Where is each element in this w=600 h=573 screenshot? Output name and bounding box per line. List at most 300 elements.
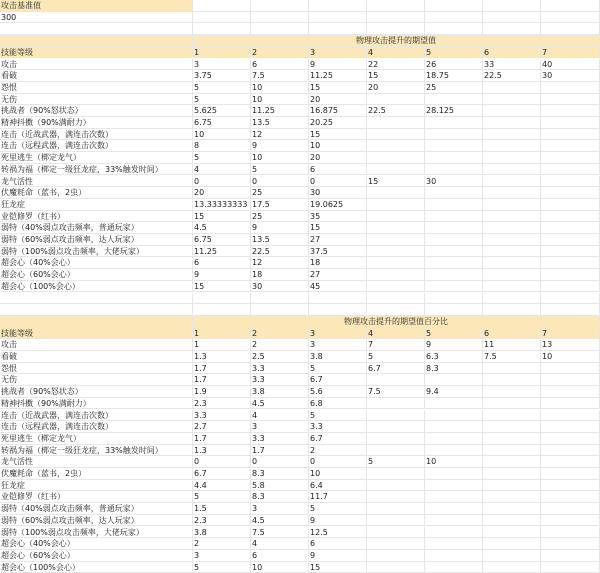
value-cell[interactable]: 11	[483, 339, 541, 350]
value-cell[interactable]	[541, 211, 600, 222]
header-level-7[interactable]: 7	[541, 328, 600, 339]
skill-name-cell[interactable]: 弱特（60%弱点攻击频率，达人玩家）	[0, 515, 193, 526]
value-cell[interactable]: 11.25	[193, 246, 251, 257]
value-cell[interactable]: 33	[483, 59, 541, 70]
skill-name-cell[interactable]: 无伤	[0, 94, 193, 105]
empty-cell[interactable]	[193, 0, 251, 11]
empty-cell[interactable]	[483, 293, 541, 304]
value-cell[interactable]: 5.625	[193, 105, 251, 116]
value-cell[interactable]	[541, 433, 600, 444]
value-cell[interactable]	[367, 199, 425, 210]
value-cell[interactable]: 45	[309, 281, 367, 292]
skill-name-cell[interactable]: 业铠修罗（红书）	[0, 491, 193, 502]
value-cell[interactable]	[367, 187, 425, 198]
value-cell[interactable]: 13	[541, 339, 600, 350]
value-cell[interactable]: 10	[425, 456, 483, 467]
value-cell[interactable]: 5	[367, 456, 425, 467]
value-cell[interactable]: 26	[425, 59, 483, 70]
value-cell[interactable]: 18.75	[425, 70, 483, 81]
value-cell[interactable]: 5	[193, 491, 251, 502]
empty-cell[interactable]	[193, 293, 251, 304]
skill-name-cell[interactable]: 看破	[0, 351, 193, 362]
value-cell[interactable]	[367, 398, 425, 409]
header-skill-level[interactable]: 技能等级	[0, 47, 193, 58]
value-cell[interactable]	[367, 94, 425, 105]
skill-name-cell[interactable]: 精神抖擞（90%满耐力）	[0, 398, 193, 409]
value-cell[interactable]: 13.5	[251, 234, 309, 245]
value-cell[interactable]: 6	[193, 257, 251, 268]
value-cell[interactable]: 5.6	[309, 386, 367, 397]
value-cell[interactable]	[483, 105, 541, 116]
header-level-7[interactable]: 7	[541, 47, 600, 58]
value-cell[interactable]	[483, 199, 541, 210]
value-cell[interactable]: 4.5	[251, 515, 309, 526]
value-cell[interactable]: 15	[309, 222, 367, 233]
empty-cell[interactable]	[0, 304, 193, 315]
value-cell[interactable]	[483, 515, 541, 526]
empty-cell[interactable]	[483, 0, 541, 11]
value-cell[interactable]	[367, 562, 425, 573]
empty-cell[interactable]	[0, 35, 193, 46]
value-cell[interactable]: 7.5	[367, 386, 425, 397]
value-cell[interactable]	[541, 421, 600, 432]
value-cell[interactable]: 13.33333333	[193, 199, 251, 210]
value-cell[interactable]	[367, 140, 425, 151]
empty-cell[interactable]	[483, 23, 541, 34]
value-cell[interactable]: 3	[251, 421, 309, 432]
value-cell[interactable]	[367, 222, 425, 233]
value-cell[interactable]: 3.8	[309, 351, 367, 362]
value-cell[interactable]	[367, 468, 425, 479]
value-cell[interactable]: 28.125	[425, 105, 483, 116]
value-cell[interactable]: 6.4	[309, 480, 367, 491]
value-cell[interactable]: 9.4	[425, 386, 483, 397]
value-cell[interactable]: 8.3	[425, 363, 483, 374]
value-cell[interactable]: 3.3	[193, 410, 251, 421]
value-cell[interactable]	[541, 527, 600, 538]
value-cell[interactable]: 15	[193, 281, 251, 292]
value-cell[interactable]: 12	[251, 257, 309, 268]
value-cell[interactable]: 5	[309, 410, 367, 421]
value-cell[interactable]: 5	[251, 164, 309, 175]
value-cell[interactable]: 11.25	[251, 105, 309, 116]
value-cell[interactable]	[541, 269, 600, 280]
empty-cell[interactable]	[367, 0, 425, 11]
skill-name-cell[interactable]: 连击（近战武器，满连击次数）	[0, 410, 193, 421]
skill-name-cell[interactable]: 连击（远程武器，满连击次数）	[0, 421, 193, 432]
value-cell[interactable]	[483, 140, 541, 151]
value-cell[interactable]	[483, 211, 541, 222]
value-cell[interactable]: 6	[309, 164, 367, 175]
value-cell[interactable]: 19.0625	[309, 199, 367, 210]
header-skill-level[interactable]: 技能等级	[0, 328, 193, 339]
value-cell[interactable]	[483, 281, 541, 292]
value-cell[interactable]: 5.8	[251, 480, 309, 491]
value-cell[interactable]	[541, 480, 600, 491]
value-cell[interactable]: 9	[425, 339, 483, 350]
value-cell[interactable]: 4	[251, 538, 309, 549]
value-cell[interactable]: 6.75	[193, 117, 251, 128]
value-cell[interactable]: 10	[309, 140, 367, 151]
skill-name-cell[interactable]: 超会心（100%会心）	[0, 281, 193, 292]
skill-name-cell[interactable]: 死里逃生（梆定龙气）	[0, 152, 193, 163]
empty-cell[interactable]	[541, 0, 600, 11]
value-cell[interactable]	[367, 257, 425, 268]
value-cell[interactable]	[483, 503, 541, 514]
value-cell[interactable]: 7	[367, 339, 425, 350]
value-cell[interactable]: 3	[193, 59, 251, 70]
value-cell[interactable]	[541, 386, 600, 397]
empty-cell[interactable]	[309, 293, 367, 304]
empty-cell[interactable]	[193, 304, 251, 315]
value-cell[interactable]: 3	[193, 550, 251, 561]
header-level-6[interactable]: 6	[483, 47, 541, 58]
value-cell[interactable]	[425, 491, 483, 502]
section2-title[interactable]: 物理攻击提升的期望值百分比	[193, 316, 600, 327]
value-cell[interactable]: 12	[251, 129, 309, 140]
value-cell[interactable]: 2	[251, 339, 309, 350]
value-cell[interactable]: 0	[309, 176, 367, 187]
header-level-5[interactable]: 5	[425, 47, 483, 58]
value-cell[interactable]	[425, 211, 483, 222]
empty-cell[interactable]	[309, 12, 367, 23]
skill-name-cell[interactable]: 精神抖擞（90%满耐力）	[0, 117, 193, 128]
value-cell[interactable]	[541, 281, 600, 292]
value-cell[interactable]: 5	[309, 363, 367, 374]
value-cell[interactable]	[483, 176, 541, 187]
skill-name-cell[interactable]: 攻击	[0, 59, 193, 70]
value-cell[interactable]	[541, 468, 600, 479]
empty-cell[interactable]	[193, 12, 251, 23]
skill-name-cell[interactable]: 无伤	[0, 374, 193, 385]
skill-name-cell[interactable]: 怨恨	[0, 363, 193, 374]
empty-cell[interactable]	[541, 23, 600, 34]
value-cell[interactable]: 3.3	[251, 433, 309, 444]
skill-name-cell[interactable]: 死里逃生（梆定龙气）	[0, 433, 193, 444]
value-cell[interactable]: 40	[541, 59, 600, 70]
value-cell[interactable]	[483, 398, 541, 409]
value-cell[interactable]: 0	[193, 456, 251, 467]
empty-cell[interactable]	[425, 0, 483, 11]
value-cell[interactable]	[483, 187, 541, 198]
value-cell[interactable]	[367, 211, 425, 222]
value-cell[interactable]	[367, 421, 425, 432]
value-cell[interactable]: 20.25	[309, 117, 367, 128]
value-cell[interactable]	[367, 480, 425, 491]
header-level-1[interactable]: 1	[193, 328, 251, 339]
value-cell[interactable]	[483, 246, 541, 257]
skill-name-cell[interactable]: 攻击	[0, 339, 193, 350]
value-cell[interactable]	[541, 445, 600, 456]
empty-cell[interactable]	[0, 316, 193, 327]
value-cell[interactable]: 1.9	[193, 386, 251, 397]
value-cell[interactable]	[367, 129, 425, 140]
value-cell[interactable]	[367, 410, 425, 421]
value-cell[interactable]: 10	[309, 468, 367, 479]
value-cell[interactable]: 22.5	[483, 70, 541, 81]
value-cell[interactable]: 1	[193, 339, 251, 350]
value-cell[interactable]	[541, 491, 600, 502]
empty-cell[interactable]	[541, 12, 600, 23]
value-cell[interactable]	[483, 456, 541, 467]
value-cell[interactable]	[367, 234, 425, 245]
value-cell[interactable]	[483, 550, 541, 561]
empty-cell[interactable]	[251, 0, 309, 11]
empty-cell[interactable]	[483, 12, 541, 23]
section1-title[interactable]: 物理攻击提升的期望值	[193, 35, 600, 46]
value-cell[interactable]: 4.5	[251, 398, 309, 409]
value-cell[interactable]: 7.5	[251, 527, 309, 538]
value-cell[interactable]: 1.3	[193, 351, 251, 362]
value-cell[interactable]: 1.3	[193, 445, 251, 456]
value-cell[interactable]	[541, 257, 600, 268]
value-cell[interactable]	[425, 129, 483, 140]
value-cell[interactable]: 10	[251, 152, 309, 163]
value-cell[interactable]	[425, 152, 483, 163]
value-cell[interactable]	[483, 164, 541, 175]
value-cell[interactable]: 0	[251, 456, 309, 467]
value-cell[interactable]	[425, 550, 483, 561]
value-cell[interactable]: 2.3	[193, 398, 251, 409]
value-cell[interactable]: 4	[251, 410, 309, 421]
value-cell[interactable]: 5	[193, 562, 251, 573]
value-cell[interactable]	[483, 433, 541, 444]
empty-cell[interactable]	[367, 23, 425, 34]
value-cell[interactable]: 20	[309, 152, 367, 163]
skill-name-cell[interactable]: 狂龙症	[0, 480, 193, 491]
skill-name-cell[interactable]: 龙气活性	[0, 456, 193, 467]
value-cell[interactable]	[425, 445, 483, 456]
value-cell[interactable]	[425, 94, 483, 105]
value-cell[interactable]	[425, 222, 483, 233]
value-cell[interactable]: 22.5	[251, 246, 309, 257]
value-cell[interactable]: 13.5	[251, 117, 309, 128]
value-cell[interactable]	[483, 468, 541, 479]
empty-cell[interactable]	[541, 304, 600, 315]
value-cell[interactable]: 5	[193, 94, 251, 105]
value-cell[interactable]	[483, 222, 541, 233]
value-cell[interactable]	[541, 398, 600, 409]
header-level-2[interactable]: 2	[251, 328, 309, 339]
value-cell[interactable]: 6	[309, 538, 367, 549]
value-cell[interactable]: 5	[193, 152, 251, 163]
value-cell[interactable]	[425, 187, 483, 198]
empty-cell[interactable]	[251, 23, 309, 34]
value-cell[interactable]: 9	[309, 515, 367, 526]
value-cell[interactable]	[425, 421, 483, 432]
skill-name-cell[interactable]: 超会心（60%会心）	[0, 269, 193, 280]
empty-cell[interactable]	[193, 23, 251, 34]
value-cell[interactable]	[367, 491, 425, 502]
value-cell[interactable]	[541, 246, 600, 257]
skill-name-cell[interactable]: 连击（远程武器，满连击次数）	[0, 140, 193, 151]
value-cell[interactable]	[541, 550, 600, 561]
value-cell[interactable]: 6.7	[309, 433, 367, 444]
value-cell[interactable]	[483, 94, 541, 105]
value-cell[interactable]: 3.75	[193, 70, 251, 81]
value-cell[interactable]	[483, 129, 541, 140]
value-cell[interactable]: 3.8	[193, 527, 251, 538]
empty-cell[interactable]	[541, 293, 600, 304]
value-cell[interactable]: 6.7	[193, 468, 251, 479]
skill-name-cell[interactable]: 弱特（40%弱点攻击频率，普通玩家）	[0, 503, 193, 514]
empty-cell[interactable]	[251, 293, 309, 304]
value-cell[interactable]	[483, 410, 541, 421]
value-cell[interactable]	[541, 503, 600, 514]
value-cell[interactable]	[541, 105, 600, 116]
value-cell[interactable]: 17.5	[251, 199, 309, 210]
value-cell[interactable]	[367, 374, 425, 385]
value-cell[interactable]	[541, 374, 600, 385]
value-cell[interactable]	[367, 433, 425, 444]
empty-cell[interactable]	[425, 304, 483, 315]
empty-cell[interactable]	[425, 293, 483, 304]
value-cell[interactable]: 7.5	[483, 351, 541, 362]
value-cell[interactable]	[425, 398, 483, 409]
value-cell[interactable]: 1.7	[193, 374, 251, 385]
value-cell[interactable]: 2.5	[251, 351, 309, 362]
value-cell[interactable]: 10	[251, 94, 309, 105]
value-cell[interactable]: 9	[251, 222, 309, 233]
value-cell[interactable]	[425, 234, 483, 245]
value-cell[interactable]	[425, 269, 483, 280]
value-cell[interactable]: 9	[309, 550, 367, 561]
value-cell[interactable]	[367, 527, 425, 538]
value-cell[interactable]: 9	[193, 269, 251, 280]
value-cell[interactable]	[541, 410, 600, 421]
value-cell[interactable]	[425, 527, 483, 538]
value-cell[interactable]: 15	[367, 70, 425, 81]
skill-name-cell[interactable]: 狂龙症	[0, 199, 193, 210]
value-cell[interactable]	[425, 281, 483, 292]
value-cell[interactable]: 0	[251, 176, 309, 187]
empty-cell[interactable]	[367, 293, 425, 304]
value-cell[interactable]: 35	[309, 211, 367, 222]
value-cell[interactable]: 1.7	[193, 363, 251, 374]
value-cell[interactable]	[541, 82, 600, 93]
value-cell[interactable]: 2	[193, 538, 251, 549]
value-cell[interactable]	[483, 421, 541, 432]
value-cell[interactable]: 20	[367, 82, 425, 93]
value-cell[interactable]: 30	[251, 281, 309, 292]
value-cell[interactable]	[425, 562, 483, 573]
header-level-3[interactable]: 3	[309, 328, 367, 339]
skill-name-cell[interactable]: 超会心（40%会心）	[0, 538, 193, 549]
value-cell[interactable]	[425, 480, 483, 491]
skill-name-cell[interactable]: 超会心（60%会心）	[0, 550, 193, 561]
value-cell[interactable]: 6.75	[193, 234, 251, 245]
value-cell[interactable]	[483, 480, 541, 491]
value-cell[interactable]: 7.5	[251, 70, 309, 81]
value-cell[interactable]: 3.3	[309, 421, 367, 432]
value-cell[interactable]	[425, 199, 483, 210]
value-cell[interactable]	[367, 269, 425, 280]
value-cell[interactable]: 6	[251, 550, 309, 561]
skill-name-cell[interactable]: 弱特（60%弱点攻击频率，达人玩家）	[0, 234, 193, 245]
value-cell[interactable]	[367, 117, 425, 128]
value-cell[interactable]: 3.3	[251, 374, 309, 385]
skill-name-cell[interactable]: 看破	[0, 70, 193, 81]
empty-cell[interactable]	[425, 23, 483, 34]
value-cell[interactable]	[425, 164, 483, 175]
value-cell[interactable]	[483, 374, 541, 385]
value-cell[interactable]	[425, 468, 483, 479]
empty-cell[interactable]	[251, 12, 309, 23]
empty-cell[interactable]	[367, 304, 425, 315]
value-cell[interactable]: 10	[193, 129, 251, 140]
value-cell[interactable]: 15	[367, 176, 425, 187]
value-cell[interactable]	[541, 234, 600, 245]
value-cell[interactable]	[425, 257, 483, 268]
header-level-4[interactable]: 4	[367, 328, 425, 339]
value-cell[interactable]: 16.875	[309, 105, 367, 116]
value-cell[interactable]: 15	[309, 129, 367, 140]
value-cell[interactable]: 27	[309, 234, 367, 245]
value-cell[interactable]: 11.25	[309, 70, 367, 81]
empty-cell[interactable]	[483, 304, 541, 315]
value-cell[interactable]	[425, 433, 483, 444]
value-cell[interactable]: 6.8	[309, 398, 367, 409]
value-cell[interactable]: 37.5	[309, 246, 367, 257]
value-cell[interactable]: 10	[251, 562, 309, 573]
value-cell[interactable]: 0	[309, 456, 367, 467]
empty-cell[interactable]	[251, 304, 309, 315]
value-cell[interactable]: 30	[425, 176, 483, 187]
skill-name-cell[interactable]: 弱特（40%弱点攻击频率，普通玩家）	[0, 222, 193, 233]
value-cell[interactable]: 15	[193, 211, 251, 222]
value-cell[interactable]	[541, 176, 600, 187]
value-cell[interactable]: 11.7	[309, 491, 367, 502]
value-cell[interactable]	[425, 140, 483, 151]
value-cell[interactable]	[541, 199, 600, 210]
value-cell[interactable]	[483, 386, 541, 397]
value-cell[interactable]: 4.5	[193, 222, 251, 233]
value-cell[interactable]: 3	[251, 503, 309, 514]
value-cell[interactable]	[541, 187, 600, 198]
value-cell[interactable]: 8	[193, 140, 251, 151]
value-cell[interactable]: 4	[193, 164, 251, 175]
value-cell[interactable]: 22.5	[367, 105, 425, 116]
value-cell[interactable]: 3.8	[251, 386, 309, 397]
value-cell[interactable]	[425, 410, 483, 421]
skill-name-cell[interactable]: 龙气活性	[0, 176, 193, 187]
header-level-1[interactable]: 1	[193, 47, 251, 58]
value-cell[interactable]: 15	[309, 562, 367, 573]
value-cell[interactable]: 9	[309, 59, 367, 70]
value-cell[interactable]	[483, 117, 541, 128]
value-cell[interactable]: 10	[541, 351, 600, 362]
value-cell[interactable]	[483, 363, 541, 374]
value-cell[interactable]	[425, 246, 483, 257]
base-label-cell[interactable]: 攻击基准值	[0, 0, 193, 11]
value-cell[interactable]: 15	[309, 82, 367, 93]
value-cell[interactable]	[541, 94, 600, 105]
value-cell[interactable]	[483, 234, 541, 245]
empty-cell[interactable]	[0, 23, 193, 34]
value-cell[interactable]: 5	[367, 351, 425, 362]
value-cell[interactable]: 5	[309, 503, 367, 514]
skill-name-cell[interactable]: 超会心（100%会心）	[0, 562, 193, 573]
header-level-2[interactable]: 2	[251, 47, 309, 58]
empty-cell[interactable]	[0, 293, 193, 304]
skill-name-cell[interactable]: 弱特（100%弱点攻击频率，大佬玩家）	[0, 246, 193, 257]
skill-name-cell[interactable]: 伏魔耗命（蓝书，2虫）	[0, 468, 193, 479]
value-cell[interactable]: 1.7	[251, 445, 309, 456]
value-cell[interactable]: 25	[425, 82, 483, 93]
value-cell[interactable]	[483, 562, 541, 573]
header-level-3[interactable]: 3	[309, 47, 367, 58]
value-cell[interactable]: 18	[309, 257, 367, 268]
